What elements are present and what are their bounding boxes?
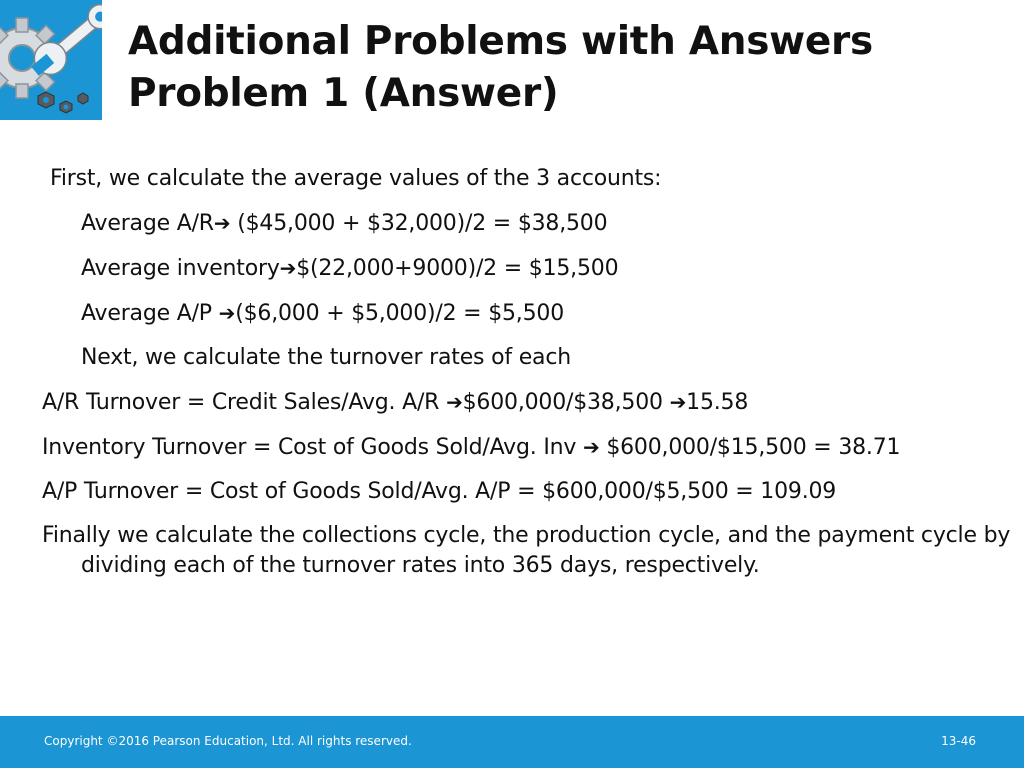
avg-ar-line: [42, 208, 1002, 239]
copyright-text: Copyright ©2016 Pearson Education, Ltd. All rights reserved.: [44, 734, 412, 748]
arrow-right-icon: ➔: [279, 256, 297, 280]
inventory-turnover-label: Inventory Turnover = Cost of Goods Sold/Avg. Inv: [42, 435, 583, 460]
ar-turnover-calc: $600,000/$38,500: [462, 390, 670, 415]
title-line-2: Problem 1 (Answer): [128, 71, 559, 116]
arrow-right-icon: ➔: [669, 390, 687, 414]
arrow-right-icon: ➔: [582, 435, 600, 459]
avg-ap-label: Average A/P: [81, 301, 219, 326]
slide-body: [42, 164, 1011, 595]
inventory-turnover-line: [42, 432, 941, 463]
ap-turnover-line: A/P Turnover = Cost of Goods Sold/Avg. A/P = $600,000/$5,500 = 109.09: [42, 479, 837, 504]
ar-turnover-line: [42, 387, 1002, 418]
title-line-1: Additional Problems with Answers: [128, 19, 873, 64]
ar-turnover-result: 15.58: [686, 390, 749, 415]
finally-text: Finally we calculate the collections cycle, the production cycle, and the payment cycle by dividing each of the turnover rates into 365 days, respectively.: [42, 523, 1011, 578]
page-number: 13-46: [941, 734, 976, 748]
intro-text: First, we calculate the average values of the 3 accounts:: [50, 166, 662, 191]
arrow-right-icon: ➔: [213, 211, 231, 235]
avg-inventory-line: [42, 253, 1002, 284]
avg-ap-calc: ($6,000 + $5,000)/2 = $5,500: [235, 301, 564, 326]
arrow-right-icon: ➔: [446, 390, 463, 414]
avg-ap-line: [42, 298, 1002, 329]
page-title: [128, 16, 1008, 120]
inventory-turnover-calc: $600,000/$15,500 = 38.71: [599, 435, 901, 460]
wrench-gear-icon: [0, 0, 102, 120]
next-text: Next, we calculate the turnover rates of each: [81, 345, 571, 370]
avg-ar-label: Average A/R: [81, 211, 214, 236]
footer-bar: [0, 716, 1024, 768]
avg-inventory-calc: $(22,000+9000)/2 = $15,500: [296, 256, 619, 281]
arrow-right-icon: ➔: [218, 301, 236, 325]
avg-inventory-label: Average inventory: [81, 256, 280, 281]
avg-ar-calc: ($45,000 + $32,000)/2 = $38,500: [230, 211, 608, 236]
ar-turnover-label: A/R Turnover = Credit Sales/Avg. A/R: [42, 390, 447, 415]
